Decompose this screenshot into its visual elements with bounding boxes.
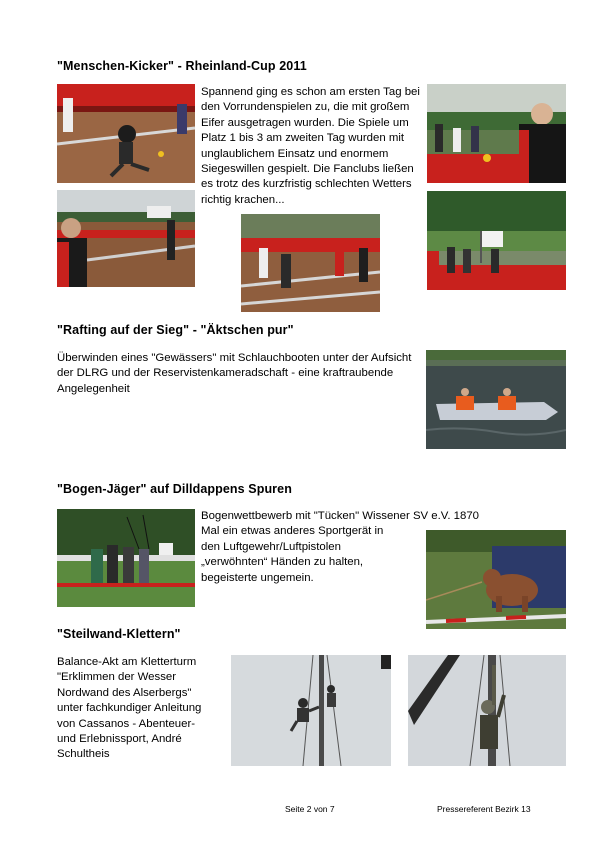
klettern-line-3: Nordwand des Alserbergs" xyxy=(57,686,192,699)
photo-kicker-match xyxy=(241,214,380,312)
photo-climbing-tower-wide xyxy=(231,655,391,766)
bogen-line-2: Mal ein etwas anderes Sportgerät in xyxy=(201,525,384,538)
section-title-rafting: "Rafting auf der Sieg" - "Äktschen pur" xyxy=(57,323,294,337)
section-title-kicker: "Menschen-Kicker" - Rheinland-Cup 2011 xyxy=(57,59,307,73)
footer-page-number: Seite 2 von 7 xyxy=(285,804,335,814)
photo-archery-bear-target xyxy=(426,530,566,629)
rafting-description: Überwinden eines "Gewässers" mit Schlauchbooten unter der Aufsicht der DLRG und der Reservistenkameradschaft - eine kraftraubende Angelegenheit xyxy=(57,352,412,395)
klettern-line-4: unter fachkundiger Anleitung xyxy=(57,702,202,715)
bogen-line-3: den Luftgewehr/Luftpistolen xyxy=(201,540,341,553)
photo-kicker-spectators xyxy=(427,84,566,183)
section-title-bogen: "Bogen-Jäger" auf Dilldappens Spuren xyxy=(57,482,292,496)
photo-rafting-boat xyxy=(426,350,566,449)
photo-archery-group xyxy=(57,509,195,607)
klettern-line-1: Balance-Akt am Kletterturm xyxy=(57,656,197,668)
bogen-line-4: „verwöhnten“ Händen zu halten, xyxy=(201,556,364,569)
section-title-klettern: "Steilwand-Klettern" xyxy=(57,627,181,641)
klettern-line-7: Schultheis xyxy=(57,748,110,761)
footer-author: Pressereferent Bezirk 13 xyxy=(437,804,531,814)
klettern-line-2: "Erklimmen der Wesser xyxy=(57,671,177,684)
photo-kicker-fan-flag xyxy=(427,191,566,290)
photo-kicker-announcer xyxy=(57,190,195,287)
klettern-description xyxy=(57,655,232,763)
klettern-line-5: von Cassanos - Abenteuer- xyxy=(57,717,196,730)
photo-climbing-tower-closeup xyxy=(408,655,566,766)
bogen-line-5: begeisterte ungemein. xyxy=(201,571,314,584)
bogen-line-1: Bogenwettbewerb mit "Tücken" Wissener SV e.V. 1870 xyxy=(201,510,480,522)
kicker-description: Spannend ging es schon am ersten Tag bei den Vorrundenspielen zu, die mit großem Eifer ausgetragen wurden. Die Spiele um Platz 1 bis 3 am zweiten Tag wurden mit unglaublichem Einsatz und enormem Siegeswillen gespielt. Die Fanclubs ließen es trotz des kurzfristig schlechten Wetters richtig krachen... xyxy=(201,86,420,206)
klettern-line-6: und Erlebnissport, André xyxy=(57,733,182,746)
photo-kicker-player-kicking xyxy=(57,84,195,183)
